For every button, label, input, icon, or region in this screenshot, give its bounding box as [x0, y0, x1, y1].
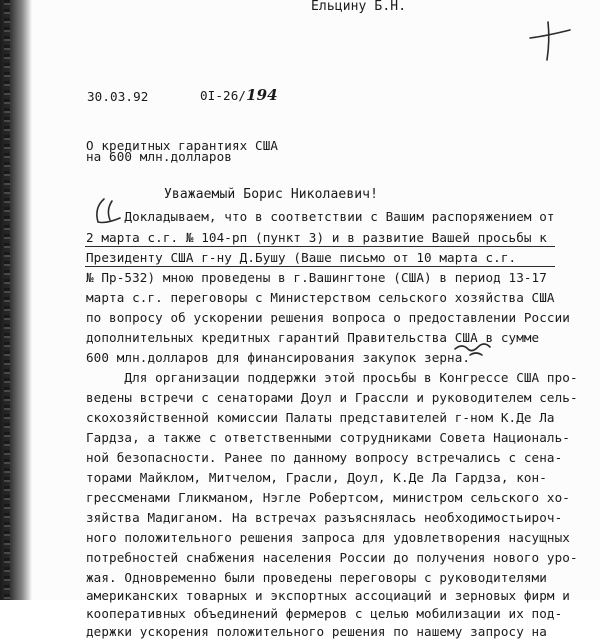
body-line-20: американских товарных и экспортных ассоциаций и зерновых фирм и [86, 588, 570, 603]
greeting: Уважаемый Борис Николаевич! [164, 187, 379, 202]
body-line-12: Гардза, а также с ответственными сотрудниками Совета Националь- [86, 430, 570, 445]
body-line-17: ного положительного решения запроса для удовлетворения насущных [86, 530, 570, 545]
body-line-5: марта с.г. переговоры с Министерством сельского хозяйства США [86, 290, 555, 305]
body-line-10: ведены встречи с сенаторами Доул и Грассли и руководителем сель- [86, 390, 578, 405]
outgoing-number-handwritten: 194 [246, 86, 278, 104]
body-line-2: 2 марта с.г. № 104-рп (пункт 3) и в развитие Вашей просьбы к [86, 230, 547, 245]
body-line-9: Для организации поддержки этой просьбы в Конгрессе США про- [86, 370, 578, 385]
scan-binding-edge [0, 0, 32, 600]
subject-line-2: на 600 млн.долларов [86, 149, 232, 164]
body-line-14: торами Майклом, Митчелом, Грасли, Доул, К.Де Ла Гардза, кон- [86, 470, 547, 485]
handwritten-end-mark [452, 335, 492, 359]
body-line-18: потребностей снабжения населения России до получения нового уро- [86, 550, 578, 565]
body-line-13: ной безопасности. Ранее по данному вопросу встречались с сена- [86, 450, 563, 465]
document-date: 30.03.92 [87, 89, 149, 104]
body-line-21: кооперативных объединений фермеров с целью мобилизации их под- [86, 606, 563, 621]
handwritten-cross-mark [526, 18, 574, 62]
body-line-4: № Пр-532) мною проведены в г.Вашингтоне (США) в период 13-17 [86, 270, 547, 285]
body-line-11: скохозяйственной комиссии Палаты представителей г-ном К.Де Ла [86, 410, 555, 425]
addressee: Ельцину Б.Н. [311, 0, 407, 14]
body-line-1: Докладываем, что в соответствии с Вашим распоряжением от [86, 209, 555, 224]
subject-line-1: О кредитных гарантиях США [86, 138, 279, 153]
body-line-3: Президенту США г-ну Д.Бушу (Ваше письмо от 10 марта с.г. [86, 250, 517, 265]
body-line-7: дополнительных кредитных гарантий Правительства США в сумме [86, 330, 540, 345]
body-line-19: жая. Одновременно были проведены переговоры с руководителями [86, 570, 547, 585]
outgoing-number [200, 88, 278, 103]
body-line-15: грессменами Гликманом, Нэгле Робертсом, министром сельского хо- [86, 490, 570, 505]
handwritten-underline [85, 266, 555, 267]
body-line-16: зяйства Мадиганом. На встречах разъяснялась необходимостьироч- [86, 510, 563, 525]
body-line-6: по вопросу об ускорении решения вопроса о предоставлении России [86, 310, 570, 325]
handwritten-underline [85, 246, 555, 247]
outgoing-number-prefix: 0I-26/ [200, 88, 247, 103]
body-line-22: держки ускорения положительного решения по нашему запросу на [86, 624, 547, 639]
body-line-8: 600 млн.долларов для финансирования закупок зерна. [86, 350, 471, 365]
